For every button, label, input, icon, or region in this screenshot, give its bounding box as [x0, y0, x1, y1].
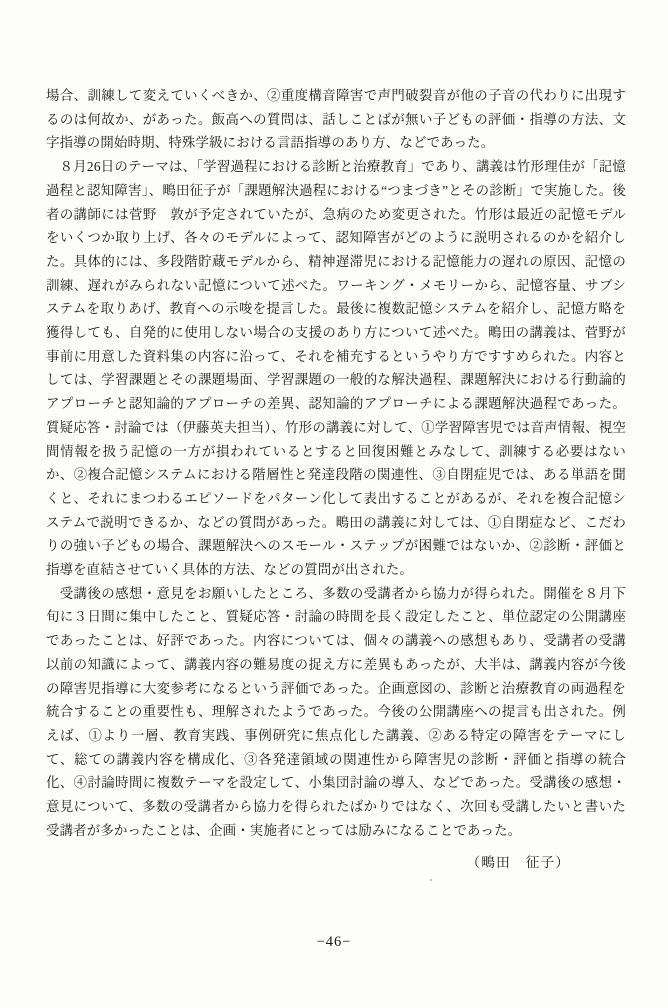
page-number: −46−	[316, 934, 352, 950]
scan-speckle	[430, 879, 432, 881]
author-signature: （鴫田 征子）	[466, 854, 570, 870]
paragraph-continuation-questions: 場合、訓練して変えていくべきか、②重度構音障害で声門破裂音が他の子音の代わりに出現するのは何故か、があった。飯高への質問は、話しことばが無い子どもの評価・指導の方法、文字指導の開始時期、特殊学級における言語指導のあり方、などであった。	[46, 88, 626, 151]
body-text-block	[46, 84, 626, 874]
paragraph-participant-feedback: 受講後の感想・意見をお願いしたところ、多数の受講者から協力が得られた。開催を８月下旬に３日間に集中したこと、質疑応答・討論の時間を長く設定したこと、単位認定の公開講座であったことは、好評であった。内容については、個々の講義への感想もあり、受講者の受講以前の知識によって、講義内容の難易度の捉え方に差異もあったが、大半は、講義内容が今後の障害児指導に大変参考になるという評価であった。企画意図の、診断と治療教育の両過程を統合することの重要性も、理解されたようであった。今後の公開講座への提言も出された。例えば、①より一層、教育実践、事例研究に焦点化した講義、②ある特定の障害をテーマにして、総ての講義内容を構成化、③各発達領域の関連性から障害児の診断・評価と指導の統合化、④討論時間に複数テーマを設定して、小集団討論の導入、などであった。受講後の感想・意見について、多数の受講者から協力を得られたばかりではなく、次回も受講したいと書いた受講者が多かったことは、企画・実施者にとっては励みになることであった。	[46, 585, 626, 838]
paragraph-august-26-lectures: ８月26日のテーマは、「学習過程における診断と治療教育」であり、講義は竹形理佳が「記憶過程と認知障害」、鴫田征子が「課題解決過程における“つまづき”とその診断」で実施した。後者の講師には菅野 敦が予定されていたが、急病のため変更された。竹形は最近の記憶モデルをいくつか取り上げ、各々のモデルによって、認知障害がどのように説明されるのかを紹介した。具体的には、多段階貯蔵モデルから、精神遅滞児における記憶能力の遅れの原因、記憶の訓練、遅れがみられない記憶について述べた。ワーキング・メモリーから、記憶容量、サブシステムを取りあげ、教育への示唆を提言した。最後に複数記憶システムを紹介し、記憶方略を獲得しても、自発的に使用しない場合の支援のあり方について述べた。鴫田の講義は、菅野が事前に用意した資料集の内容に沿って、それを補充するというやり方ですすめられた。内容としては、学習課題とその課題場面、学習課題の一般的な解決過程、課題解決における行動論的アプローチと認知論的アプローチの差異、認知論的アプローチによる課題解決過程であった。質疑応答・討論では（伊藤英夫担当）、竹形の講義に対して、①学習障害児では音声情報、視空間情報を扱う記憶の一方が損われているとすると回復困難とみなして、訓練する必要はないか、②複合記憶システムにおける階層性と発達段階の関連性、③自閉症児では、ある単語を聞くと、それにまつわるエピソードをパターン化して表出することがあるが、それを複合記憶システムで説明できるか、などの質問があった。鴫田の講義に対しては、①自閉症など、こだわりの強い子どもの場合、課題解決へのスモール・ステップが困難ではないか、②診断・評価と指導を直結させていく具体的方法、などの質問が出された。	[46, 159, 626, 578]
